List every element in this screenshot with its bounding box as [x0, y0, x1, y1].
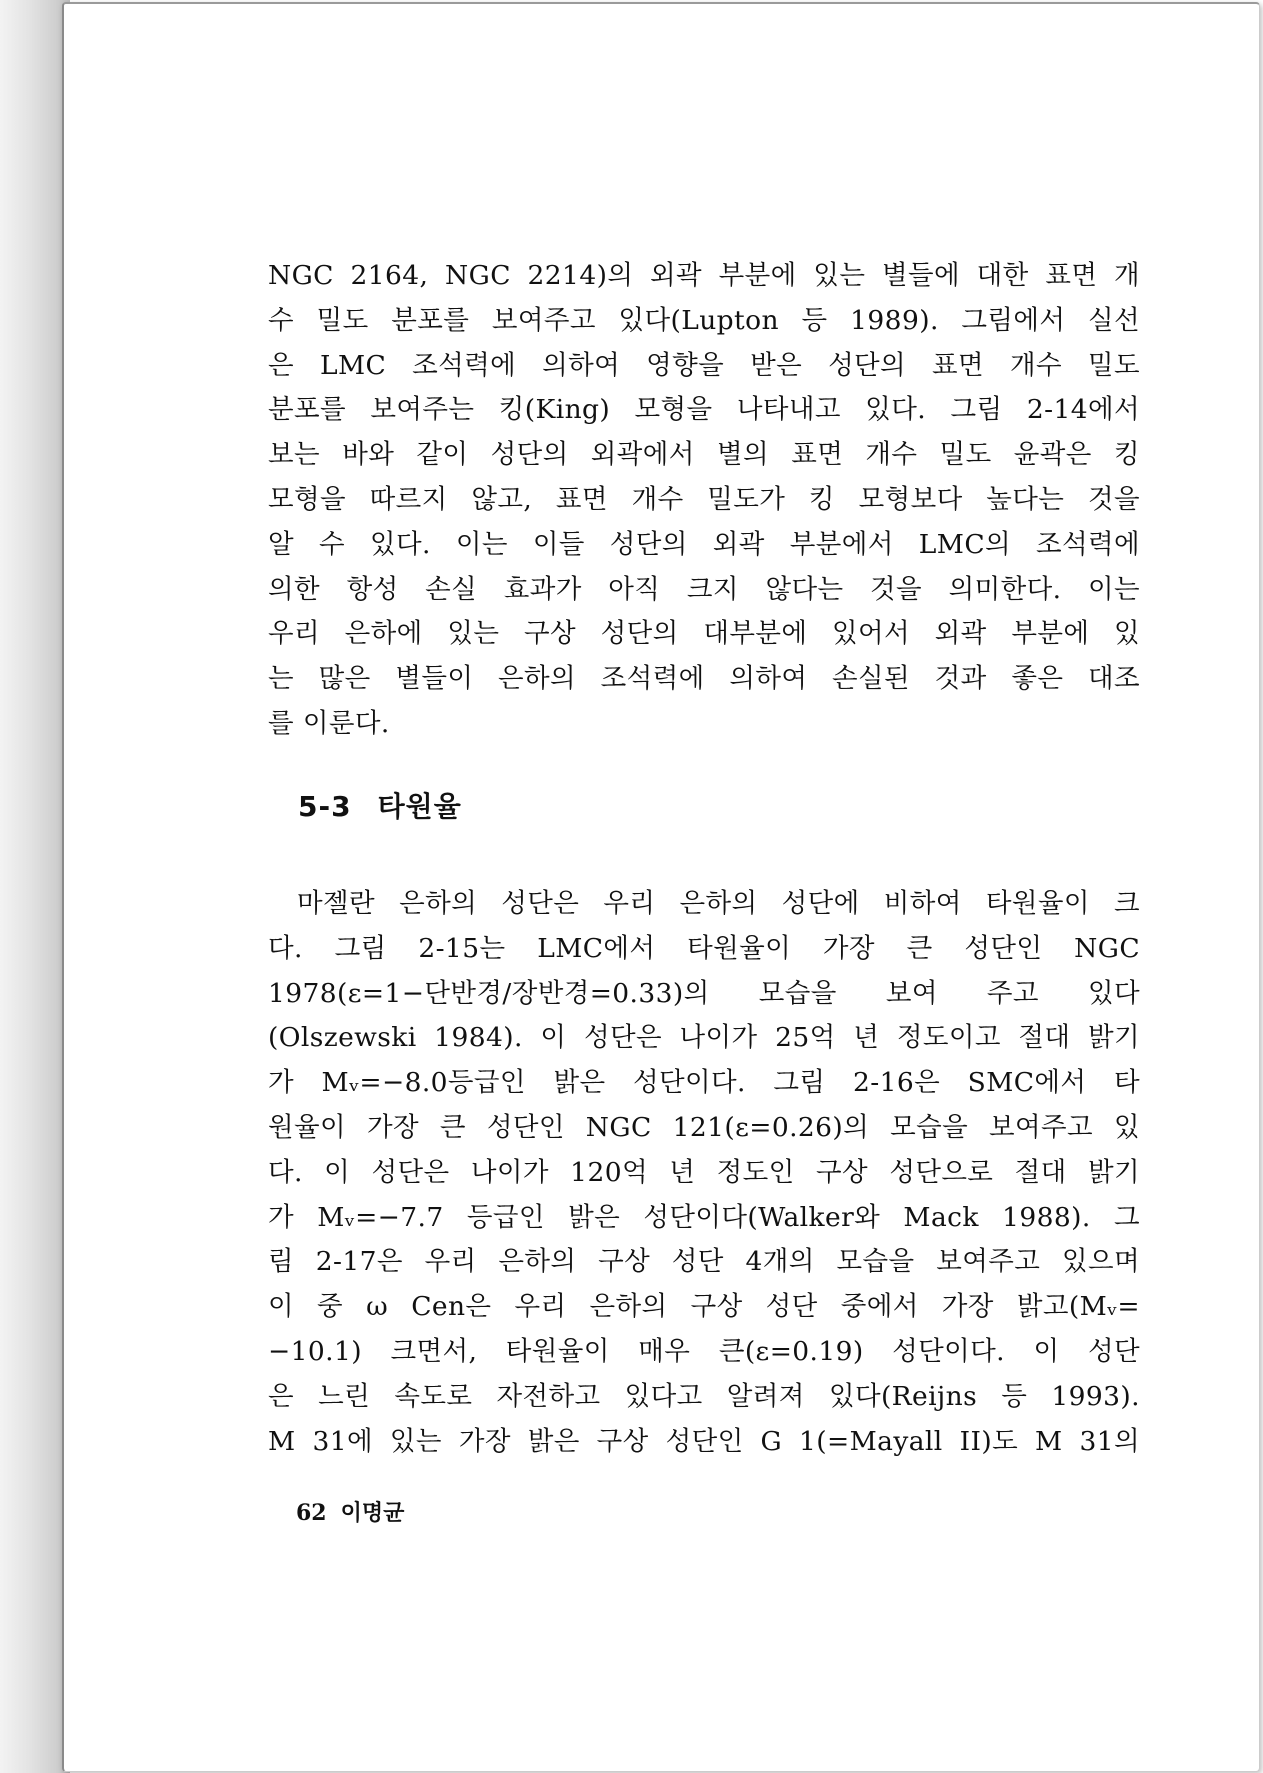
text-line: 은 느린 속도로 자전하고 있다고 알려져 있다(Reijns 등 1993).: [268, 1380, 1140, 1412]
section-number: 5-3: [298, 790, 352, 823]
text-line: (Olszewski 1984). 이 성단은 나이가 25억 년 정도이고 절대 밝기: [268, 1022, 1140, 1054]
text-line: 의한 항성 손실 효과가 아직 크지 않다는 것을 의미한다. 이는: [268, 573, 1140, 605]
text-line: 보는 바와 같이 성단의 외곽에서 별의 표면 개수 밀도 윤곽은 킹: [268, 439, 1140, 471]
text-line: NGC 2164, NGC 2214)의 외곽 부분에 있는 별들에 대한 표면 개: [268, 260, 1140, 291]
text-line: 이 중 ω Cen은 우리 은하의 구상 성단 중에서 가장 밝고(Mᵥ=: [268, 1291, 1140, 1323]
text-line: 가 Mᵥ=−8.0등급인 밝은 성단이다. 그림 2-16은 SMC에서 타: [268, 1067, 1140, 1099]
text-line: 는 많은 별들이 은하의 조석력에 의하여 손실된 것과 좋은 대조: [268, 663, 1140, 695]
text-line: 를 이룬다.: [268, 707, 390, 739]
section-heading: [298, 785, 462, 825]
text-line: 분포를 보여주는 킹(King) 모형을 나타내고 있다. 그림 2-14에서: [268, 394, 1140, 426]
text-line: −10.1) 크면서, 타원율이 매우 큰(ε=0.19) 성단이다. 이 성단: [268, 1335, 1140, 1367]
page-footer: [296, 1496, 404, 1527]
author-name: 이명균: [340, 1500, 405, 1526]
text-line: 마젤란 은하의 성단은 우리 은하의 성단에 비하여 타원율이 크: [297, 888, 1140, 919]
text-line: 1978(ε=1−단반경/장반경=0.33)의 모습을 보여 주고 있다: [268, 977, 1140, 1009]
text-line: 은 LMC 조석력에 의하여 영향을 받은 성단의 표면 개수 밀도: [268, 349, 1140, 381]
section-title: 타원율: [377, 790, 462, 823]
text-line: 알 수 있다. 이는 이들 성단의 외곽 부분에서 LMC의 조석력에: [268, 528, 1140, 560]
body-paragraph-2: [268, 882, 1140, 1464]
text-line: 모형을 따르지 않고, 표면 개수 밀도가 킹 모형보다 높다는 것을: [268, 483, 1140, 515]
text-line: 다. 그림 2-15는 LMC에서 타원율이 가장 큰 성단인 NGC: [268, 932, 1140, 964]
text-line: M 31에 있는 가장 밝은 구상 성단인 G 1(=Mayall II)도 M 31의: [268, 1425, 1140, 1457]
text-line: 림 2-17은 우리 은하의 구상 성단 4개의 모습을 보여주고 있으며: [268, 1246, 1140, 1278]
body-paragraph-1: [268, 254, 1140, 747]
text-line: 우리 은하에 있는 구상 성단의 대부분에 있어서 외곽 부분에 있: [268, 618, 1140, 650]
text-line: 수 밀도 분포를 보여주고 있다(Lupton 등 1989). 그림에서 실선: [268, 304, 1140, 336]
text-line: 가 Mᵥ=−7.7 등급인 밝은 성단이다(Walker와 Mack 1988). 그: [268, 1201, 1140, 1233]
text-line: 다. 이 성단은 나이가 120억 년 정도인 구상 성단으로 절대 밝기: [268, 1156, 1140, 1188]
text-line: 원율이 가장 큰 성단인 NGC 121(ε=0.26)의 모습을 보여주고 있: [268, 1111, 1140, 1143]
page-number: 62: [296, 1500, 327, 1526]
book-spine: [0, 0, 70, 1773]
